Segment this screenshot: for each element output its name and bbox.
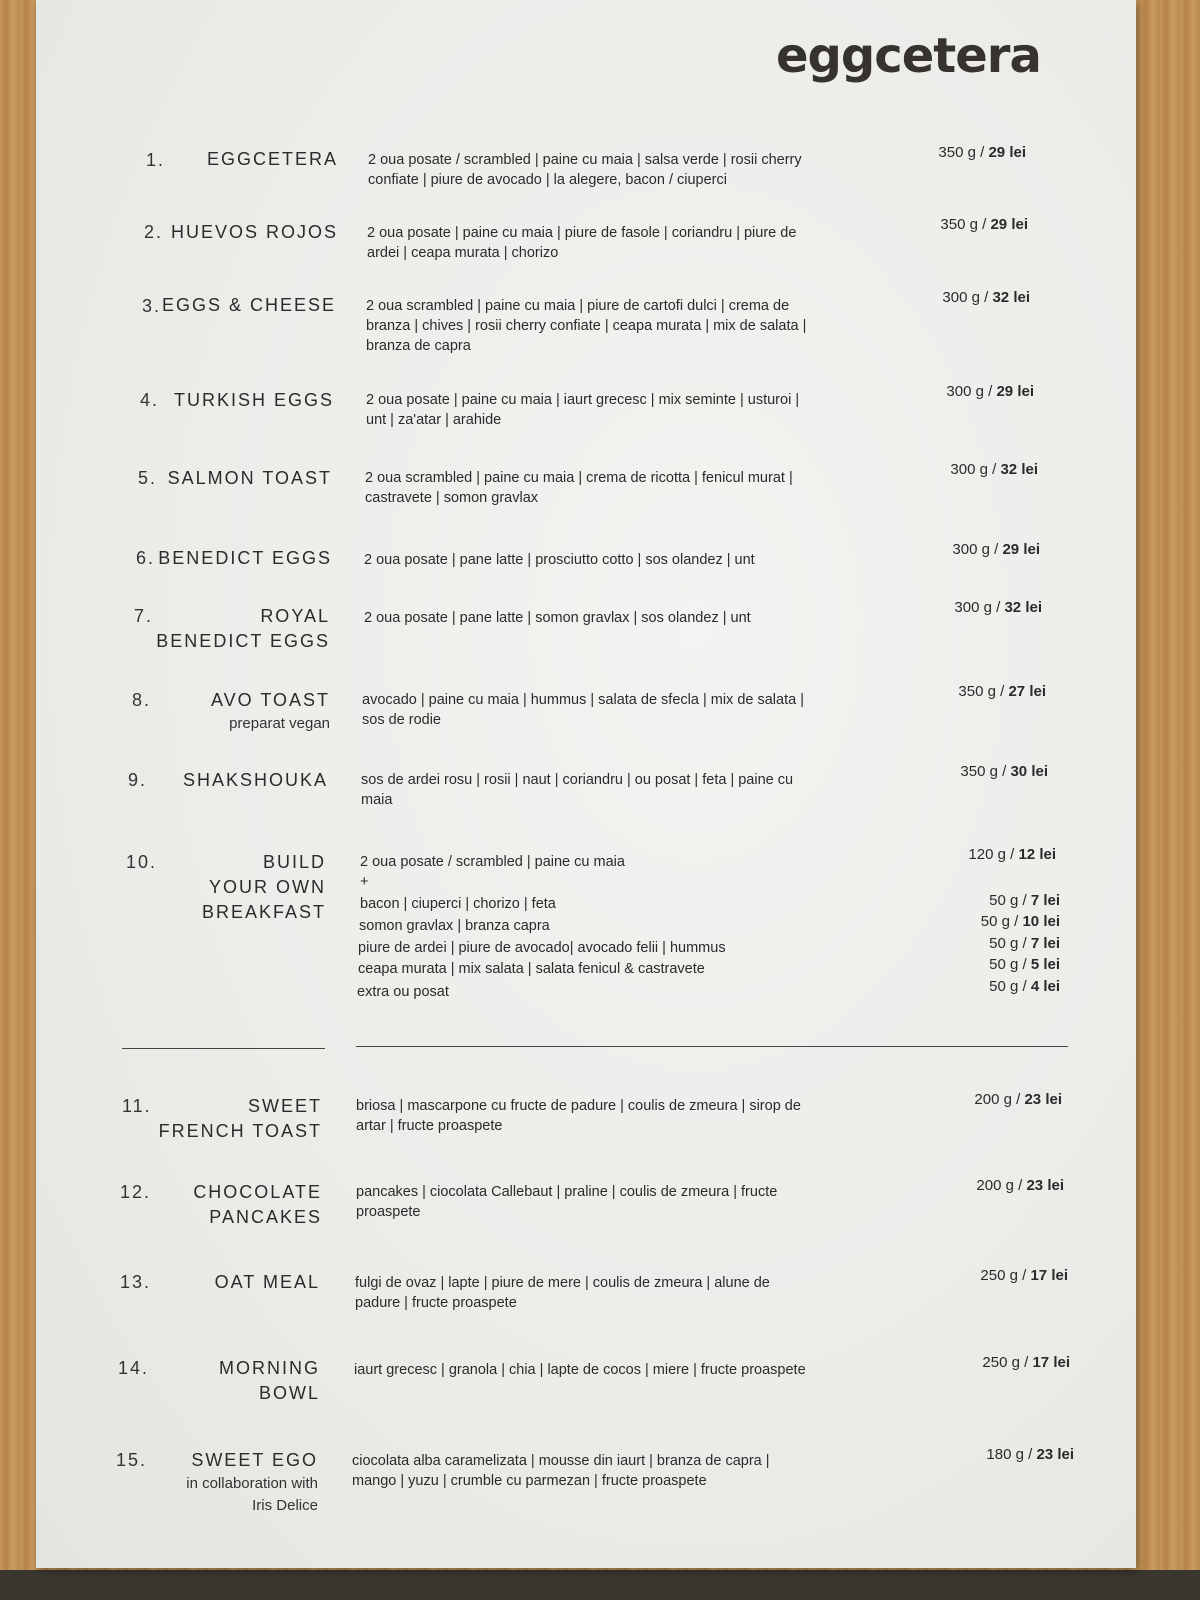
item-description: 2 oua scrambled | paine cu maia | piure de cartofi dulci | crema de branza | chives | rosii cherry confiate | ceapa murata | mix de salata | branza de capra [366, 298, 807, 354]
build-option-price: 50 g / 5 lei [989, 956, 1060, 973]
item-description: briosa | mascarpone cu fructe de padure | coulis de zmeura | sirop de artar | fructe proaspete [356, 1098, 801, 1134]
item-name: SALMON TOAST [167, 468, 332, 488]
item-number: 6. [136, 548, 156, 568]
item-subtitle: preparat vegan [229, 715, 330, 732]
item-description: ciocolata alba caramelizata | mousse din iaurt | branza de capra | mango | yuzu | crumble cu parmezan | fructe proaspete [352, 1453, 770, 1489]
item-number: 1. [146, 150, 166, 170]
item-name-line-1: ROYAL [260, 606, 330, 626]
item-price: 200 g / 23 lei [974, 1091, 1062, 1108]
item-price: 120 g / 12 lei [968, 846, 1056, 863]
item-name-line-2: FRENCH TOAST [158, 1121, 322, 1141]
restaurant-logo: eggcetera [776, 28, 1041, 84]
build-option-price: 50 g / 7 lei [989, 892, 1060, 909]
item-description: 2 oua posate / scrambled | paine cu maia | salsa verde | rosii cherry confiate | piure de avocado | la alegere, bacon / ciuperci [368, 152, 802, 188]
build-option-price: 50 g / 10 lei [980, 913, 1060, 930]
item-price: 200 g / 23 lei [976, 1177, 1064, 1194]
item-name-line-1: CHOCOLATE [193, 1182, 322, 1202]
item-name: TURKISH EGGS [173, 390, 334, 410]
table-edge-shadow [0, 1570, 1200, 1600]
item-number: 5. [138, 468, 158, 488]
item-name-line-2: BENEDICT EGGS [156, 631, 330, 651]
item-description: avocado | paine cu maia | hummus | salata de sfecla | mix de salata | sos de rodie [362, 692, 804, 728]
item-name: EGGS & CHEESE [161, 295, 336, 315]
item-name [106, 850, 326, 925]
menu-sheet [36, 0, 1136, 1568]
item-number: 12. [120, 1182, 152, 1202]
item-subtitle: in collaboration with [186, 1475, 318, 1492]
item-name-line-1: SWEET EGO [191, 1450, 318, 1470]
build-option-label: extra ou posat [357, 984, 449, 1000]
item-description: 2 oua posate / scrambled | paine cu maia [360, 854, 625, 870]
item-number: 13. [120, 1272, 152, 1292]
item-name: SHAKSHOUKA [182, 770, 328, 790]
item-number: 4. [140, 390, 160, 410]
item-name-line-3: BREAKFAST [201, 902, 326, 922]
item-name [102, 1094, 322, 1144]
item-price: 300 g / 32 lei [950, 461, 1038, 478]
item-price: 350 g / 30 lei [960, 763, 1048, 780]
item-price: 350 g / 29 lei [938, 144, 1026, 161]
item-name: HUEVOS ROJOS [170, 222, 338, 242]
item-name-line-1: BUILD [262, 852, 326, 872]
item-number: 3. [142, 296, 162, 316]
item-description: 2 oua posate | pane latte | somon gravlax | sos olandez | unt [364, 610, 751, 626]
item-number: 7. [134, 606, 154, 626]
item-description: fulgi de ovaz | lapte | piure de mere | coulis de zmeura | alune de padure | fructe proaspete [355, 1275, 770, 1311]
item-number: 10. [126, 852, 158, 872]
item-description: pancakes | ciocolata Callebaut | praline | coulis de zmeura | fructe proaspete [356, 1184, 778, 1220]
item-number: 15. [116, 1450, 148, 1470]
item-number: 14. [118, 1358, 150, 1378]
item-name [110, 688, 330, 735]
item-description: 2 oua posate | paine cu maia | piure de fasole | coriandru | piure de ardei | ceapa murata | chorizo [367, 225, 797, 261]
item-name-line-2: BOWL [258, 1383, 320, 1403]
item-name-line-1: MORNING [219, 1358, 320, 1378]
item-description: 2 oua posate | pane latte | prosciutto cotto | sos olandez | unt [364, 552, 755, 568]
section-divider-left [122, 1048, 325, 1049]
item-price: 250 g / 17 lei [982, 1354, 1070, 1371]
item-price: 250 g / 17 lei [980, 1267, 1068, 1284]
item-name [100, 1356, 320, 1406]
item-name: BENEDICT EGGS [158, 548, 332, 568]
build-option-price: 50 g / 4 lei [989, 978, 1060, 995]
item-number: 11. [122, 1096, 152, 1116]
item-name [102, 1180, 322, 1230]
item-number: 2. [144, 222, 164, 242]
item-subtitle-2: Iris Delice [252, 1497, 318, 1514]
section-divider-right [356, 1046, 1068, 1047]
item-name: EGGCETERA [206, 149, 338, 169]
item-number: 8. [132, 690, 152, 710]
item-name: OAT MEAL [214, 1272, 320, 1292]
item-price: 300 g / 29 lei [952, 541, 1040, 558]
item-price: 180 g / 23 lei [986, 1446, 1074, 1463]
item-price: 300 g / 29 lei [946, 383, 1034, 400]
build-option-label: bacon | ciuperci | chorizo | feta [360, 896, 556, 912]
item-description: 2 oua posate | paine cu maia | iaurt grecesc | mix seminte | usturoi | unt | za'atar | arahide [366, 392, 800, 428]
item-name-line-1: SWEET [247, 1096, 322, 1116]
item-name-line-1: AVO TOAST [210, 690, 330, 710]
item-price: 350 g / 29 lei [940, 216, 1028, 233]
item-name-line-2: YOUR OWN [209, 877, 326, 897]
build-option-label: piure de ardei | piure de avocado| avocado felii | hummus [358, 940, 726, 956]
item-description: iaurt grecesc | granola | chia | lapte de cocos | miere | fructe proaspete [354, 1362, 806, 1378]
item-name-line-2: PANCAKES [209, 1207, 322, 1227]
build-option-label: ceapa murata | mix salata | salata fenicul & castravete [358, 961, 705, 977]
item-name [98, 1448, 318, 1517]
item-price: 300 g / 32 lei [942, 289, 1030, 306]
item-number: 9. [128, 770, 148, 790]
item-description: 2 oua scrambled | paine cu maia | crema de ricotta | fenicul murat | castravete | somon gravlax [365, 470, 793, 506]
build-plus-sign: + [360, 874, 369, 890]
item-price: 300 g / 32 lei [954, 599, 1042, 616]
build-option-price: 50 g / 7 lei [989, 935, 1060, 952]
item-price: 350 g / 27 lei [958, 683, 1046, 700]
build-option-label: somon gravlax | branza capra [359, 918, 550, 934]
item-description: sos de ardei rosu | rosii | naut | coriandru | ou posat | feta | paine cu maia [361, 772, 794, 808]
item-name [110, 604, 330, 654]
